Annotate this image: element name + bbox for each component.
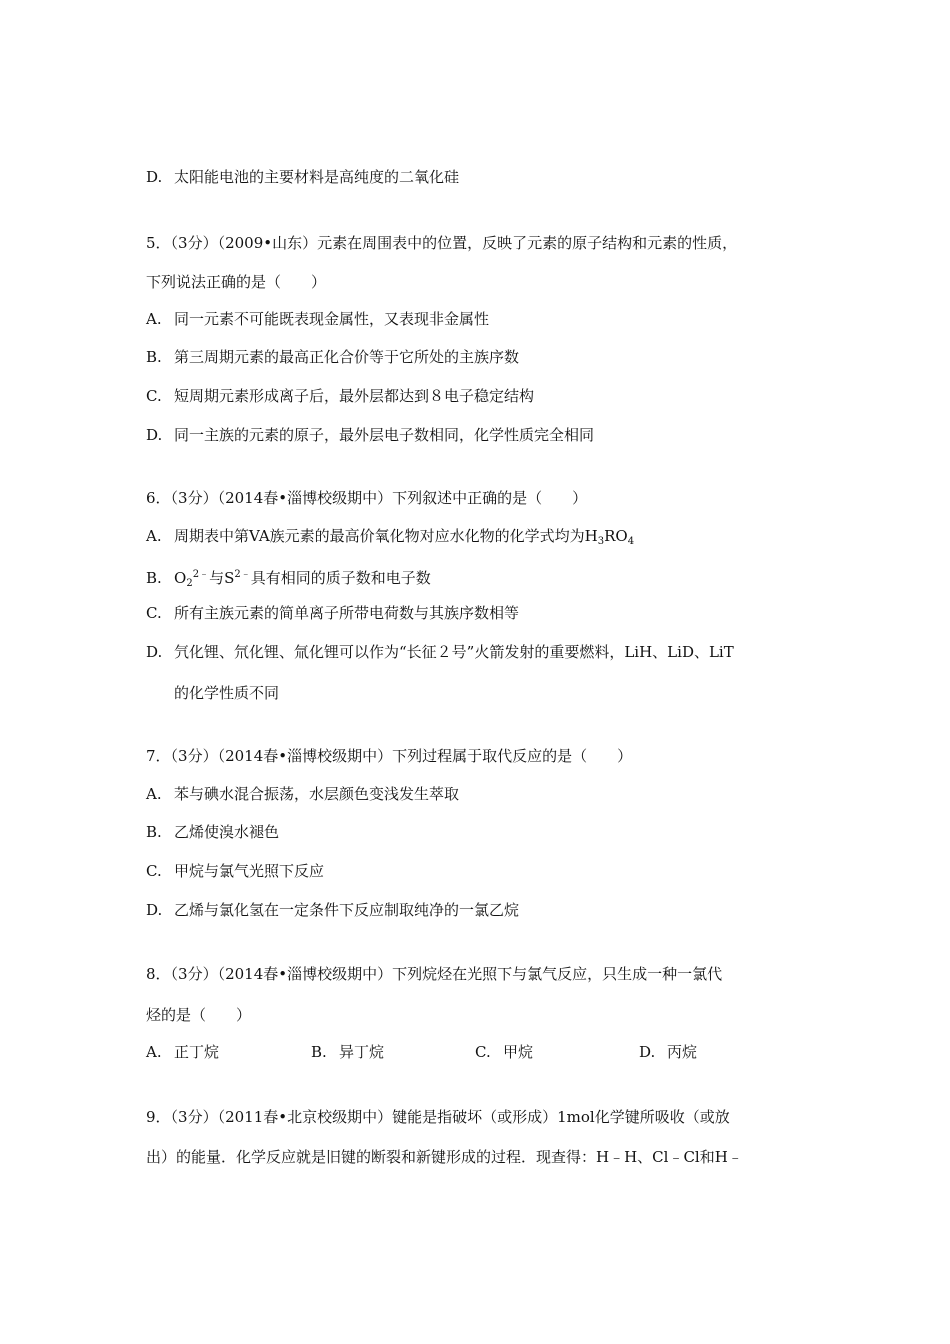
option-label: B.: [146, 823, 162, 841]
option-text: 正丁烷: [174, 1043, 220, 1061]
q8-option-c: [475, 1042, 639, 1062]
formula-part: 与S: [209, 569, 235, 587]
formula-part: RO: [604, 527, 628, 545]
q5-option-c: [146, 386, 534, 406]
option-text: 丙烷: [667, 1043, 698, 1061]
superscript: 2﹣: [234, 569, 251, 580]
q5-option-a: [146, 309, 489, 329]
q6-option-c: [146, 603, 519, 623]
q6-stem: 6．（3分）（2014春•淄博校级期中）下列叙述中正确的是（ ）: [146, 489, 588, 507]
q8-stem-line2: 烃的是（ ）: [146, 1006, 252, 1024]
q5-option-b: [146, 347, 519, 367]
formula-o: O: [174, 569, 187, 587]
option-text: 乙烯使溴水褪色: [174, 823, 280, 841]
option-text: 甲烷: [503, 1043, 534, 1061]
option-text: 第三周期元素的最高正化合价等于它所处的主族序数: [174, 348, 520, 366]
option-text: 周期表中第VA族元素的最高价氧化物对应水化物的化学式均为H: [174, 527, 598, 545]
q6-option-b: [146, 565, 431, 594]
q8-options: [146, 1042, 697, 1062]
option-text: 太阳能电池的主要材料是高纯度的二氧化硅: [174, 168, 460, 186]
q5-stem-line2: 下列说法正确的是（ ）: [146, 273, 327, 291]
option-text: 苯与碘水混合振荡，水层颜色变浅发生萃取: [174, 785, 460, 803]
option-text: 同一主族的元素的原子，最外层电子数相同，化学性质完全相同: [174, 426, 595, 444]
q7-stem: 7．（3分）（2014春•淄博校级期中）下列过程属于取代反应的是（ ）: [146, 747, 633, 765]
option-text: 异丁烷: [339, 1043, 385, 1061]
q5-option-d: [146, 425, 594, 445]
option-label: A.: [146, 785, 162, 803]
option-label: D.: [146, 901, 163, 919]
option-label: D.: [639, 1043, 656, 1061]
q5-stem-line1: 5．（3分）（2009•山东）元素在周围表中的位置，反映了元素的原子结构和元素的性质，: [146, 234, 738, 252]
q9-stem-line2: 出）的能量．化学反应就是旧键的断裂和新键形成的过程．现查得：H﹣H、Cl﹣Cl和H﹣: [146, 1148, 743, 1166]
q9-stem-line1: 9．（3分）（2011春•北京校级期中）键能是指破坏（或形成）1mol化学键所吸收（或放: [146, 1108, 730, 1126]
option-label: C.: [146, 604, 162, 622]
option-label: B.: [146, 569, 162, 587]
q6-option-d: [146, 642, 734, 662]
q7-option-d: [146, 900, 519, 920]
option-text: 短周期元素形成离子后，最外层都达到８电子稳定结构: [174, 387, 535, 405]
subscript: 2: [186, 578, 193, 589]
q6-option-d-continued: 的化学性质不同: [174, 684, 280, 702]
q8-option-d: [639, 1042, 697, 1062]
option-label: A.: [146, 1043, 162, 1061]
option-label: B.: [146, 348, 162, 366]
q7-option-b: [146, 822, 279, 842]
q7-option-c: [146, 861, 324, 881]
superscript: 2﹣: [192, 569, 210, 580]
q8-stem-line1: 8．（3分）（2014春•淄博校级期中）下列烷烃在光照下与氯气反应，只生成一种一氯代: [146, 965, 723, 983]
option-label: D.: [146, 426, 163, 444]
q7-option-a: [146, 784, 459, 804]
q8-option-b: [311, 1042, 475, 1062]
option-text: 甲烷与氯气光照下反应: [174, 862, 325, 880]
option-text: 同一元素不可能既表现金属性，又表现非金属性: [174, 310, 490, 328]
q6-option-a: [146, 526, 634, 552]
option-label: D.: [146, 643, 163, 661]
option-text: 具有相同的质子数和电子数: [250, 569, 431, 587]
option-label: B.: [311, 1043, 327, 1061]
option-label: A.: [146, 310, 162, 328]
option-text: 乙烯与氯化氢在一定条件下反应制取纯净的一氯乙烷: [174, 901, 520, 919]
option-text: 所有主族元素的简单离子所带电荷数与其族序数相等: [174, 604, 520, 622]
subscript: 3: [597, 536, 605, 547]
q4-option-d: [146, 167, 459, 187]
option-label: A.: [146, 527, 162, 545]
option-label: D.: [146, 168, 163, 186]
subscript: 4: [627, 536, 635, 547]
q8-option-a: [146, 1042, 311, 1062]
option-label: C.: [475, 1043, 491, 1061]
option-label: C.: [146, 387, 162, 405]
option-label: C.: [146, 862, 162, 880]
option-text: 氕化锂、氘化锂、氚化锂可以作为“长征２号”火箭发射的重要燃料，LiH、LiD、LiT: [174, 643, 734, 661]
